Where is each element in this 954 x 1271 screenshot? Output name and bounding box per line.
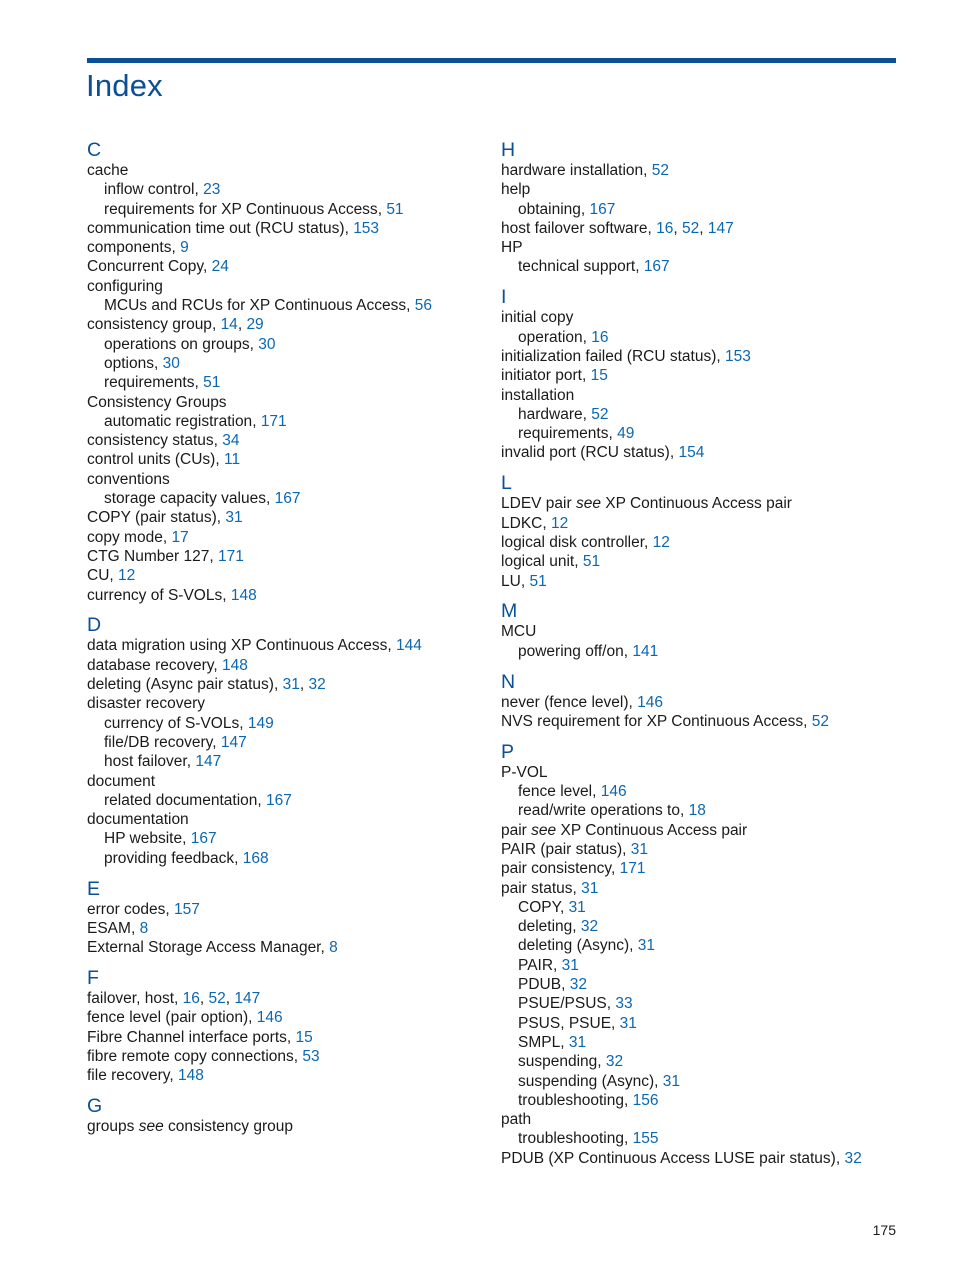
page-link[interactable]: 32 <box>569 976 587 994</box>
entry-term: suspending (Async) <box>518 1072 655 1090</box>
page-link[interactable]: 30 <box>258 335 276 353</box>
index-subentry: requirements for XP Continuous Access, 51 <box>104 200 404 218</box>
entry-term: P-VOL <box>501 763 548 781</box>
index-entry: data migration using XP Continuous Access, 144 <box>87 637 422 655</box>
entry-term: document <box>87 772 156 790</box>
index-section-e <box>87 878 487 958</box>
index-entry <box>501 238 901 257</box>
index-entry: control units (CUs), 11 <box>87 451 241 469</box>
page-link[interactable]: 31 <box>225 509 243 527</box>
index-entry <box>87 772 487 791</box>
page-link[interactable]: 147 <box>234 990 261 1008</box>
index-subentry: PDUB, 32 <box>518 976 587 994</box>
page-link[interactable]: 52 <box>651 162 670 179</box>
entry-term: cache <box>87 162 129 179</box>
page-link[interactable]: 171 <box>217 547 244 565</box>
page-link[interactable]: 51 <box>386 200 404 218</box>
index-entry <box>87 161 487 180</box>
entry-term: copy mode <box>87 528 163 546</box>
index-section-p <box>501 741 901 1168</box>
page-link[interactable]: 149 <box>247 714 274 732</box>
page-link[interactable]: 171 <box>260 412 287 430</box>
page-link[interactable]: 32 <box>844 1149 862 1167</box>
index-entry <box>87 694 487 713</box>
page-link[interactable]: 31 <box>282 676 300 694</box>
entry-term: PAIR <box>518 956 554 974</box>
index-entry: database recovery, 148 <box>87 656 248 674</box>
index-entry <box>87 470 487 489</box>
page-link[interactable]: 9 <box>180 239 189 257</box>
index-subentry: read/write operations to, 18 <box>518 802 706 820</box>
entry-term: Consistency Groups <box>87 393 227 411</box>
section-letter: H <box>501 139 516 161</box>
entry-term: disaster recovery <box>87 695 206 713</box>
entry-term: options <box>104 354 154 372</box>
section-letter: N <box>501 670 516 693</box>
entry-term: requirements for XP Continuous Access <box>104 200 378 218</box>
index-entry <box>501 308 901 327</box>
entry-term: pair consistency <box>501 860 611 878</box>
entry-term: requirements <box>518 425 609 443</box>
index-subentry: hardware, 52 <box>518 405 609 423</box>
entry-term: NVS requirement for XP Continuous Access <box>501 712 804 730</box>
entry-term: invalid port (RCU status) <box>501 444 670 462</box>
section-letter: C <box>87 139 102 161</box>
index-entry: pair status, 31 <box>501 879 599 897</box>
entry-term: initial copy <box>501 309 574 327</box>
index-entry: copy mode, 17 <box>87 528 189 546</box>
index-section-g <box>87 1095 487 1136</box>
entry-term: PAIR (pair status) <box>501 840 623 858</box>
index-subentry: inflow control, 23 <box>104 181 221 199</box>
page-link[interactable]: 17 <box>171 528 189 546</box>
index-subentry: troubleshooting, 155 <box>518 1130 659 1148</box>
page-link[interactable]: 155 <box>632 1130 659 1148</box>
entry-term: currency of S-VOLs <box>87 586 223 604</box>
page-link[interactable]: 52 <box>208 990 226 1008</box>
page-title: Index <box>86 68 163 103</box>
page-link[interactable]: 16 <box>656 219 674 237</box>
page-link[interactable]: 171 <box>619 860 646 878</box>
index-entry: never (fence level), 146 <box>501 693 664 711</box>
entry-term: External Storage Access Manager <box>87 939 321 957</box>
index-subentry: SMPL, 31 <box>518 1033 587 1051</box>
entry-term: PSUE/PSUS <box>518 995 607 1013</box>
index-entry: consistency status, 34 <box>87 432 240 450</box>
entry-term: PSUS, PSUE <box>518 1014 612 1032</box>
entry-term: CTG Number 127 <box>87 547 210 565</box>
entry-term: providing feedback <box>104 849 235 867</box>
index-entry: logical disk controller, 12 <box>501 533 670 551</box>
entry-term: automatic registration <box>104 412 253 430</box>
index-entry <box>501 494 901 513</box>
page-link[interactable]: 32 <box>308 676 326 694</box>
index-entry <box>501 763 901 782</box>
entry-term: operations on groups <box>104 335 250 353</box>
index-entry <box>501 622 901 641</box>
index-entry: failover, host, 16, 52, 147 <box>87 990 261 1008</box>
entry-term: suspending <box>518 1053 598 1071</box>
page-link[interactable]: 52 <box>591 405 609 423</box>
page-link[interactable]: 147 <box>220 733 247 751</box>
entry-term: LDKC <box>501 514 543 532</box>
index-entry: LU, 51 <box>501 572 547 590</box>
page-link[interactable]: 157 <box>174 900 200 918</box>
entry-term: Fibre Channel interface ports <box>87 1028 287 1046</box>
page-link[interactable]: 15 <box>295 1028 313 1046</box>
index-entry: initiator port, 15 <box>501 367 608 385</box>
entry-term: configuring <box>87 277 163 295</box>
index-subentry: operation, 16 <box>518 328 609 346</box>
index-subentry: providing feedback, 168 <box>104 849 269 867</box>
index-subentry: PAIR, 31 <box>518 956 579 974</box>
entry-term: never (fence level) <box>501 693 629 711</box>
index-section-f <box>87 967 487 1085</box>
entry-term: communication time out (RCU status) <box>87 219 345 237</box>
page-link[interactable]: 146 <box>256 1009 283 1027</box>
index-subentry: requirements, 49 <box>518 425 635 443</box>
entry-term: troubleshooting <box>518 1091 624 1109</box>
index-subentry: troubleshooting, 156 <box>518 1091 659 1109</box>
index-column-left <box>87 139 487 1146</box>
see-target: consistency group <box>168 1118 293 1136</box>
entry-term: initiator port <box>501 367 582 385</box>
index-entry: currency of S-VOLs, 148 <box>87 586 257 604</box>
entry-term: related documentation <box>104 791 258 809</box>
entry-term: host failover <box>104 753 187 771</box>
index-subentry: PSUE/PSUS, 33 <box>518 995 633 1013</box>
entry-term: COPY <box>518 898 560 916</box>
page-link[interactable]: 32 <box>580 918 599 936</box>
entry-term: read/write operations to <box>518 802 680 820</box>
section-letter: G <box>87 1095 103 1118</box>
entry-term: PDUB <box>518 976 562 994</box>
entry-term: consistency group <box>87 316 212 334</box>
page-link[interactable]: 56 <box>414 297 432 315</box>
entry-term: initialization failed (RCU status) <box>501 347 717 365</box>
entry-term: troubleshooting <box>518 1130 624 1148</box>
page-link[interactable]: 16 <box>182 990 200 1008</box>
index-subentry: requirements, 51 <box>104 374 221 392</box>
entry-term: SMPL <box>518 1033 561 1051</box>
page-link[interactable]: 167 <box>266 791 292 809</box>
entry-term: HP website <box>104 830 183 848</box>
page-link[interactable]: 32 <box>605 1053 624 1071</box>
index-entry <box>501 180 901 199</box>
index-entry: External Storage Access Manager, 8 <box>87 939 338 957</box>
index-entry <box>501 1110 901 1129</box>
page-link[interactable]: 31 <box>630 840 649 858</box>
index-subentry: obtaining, 167 <box>518 200 616 218</box>
page-link[interactable]: 153 <box>724 347 751 365</box>
entry-term: logical unit <box>501 553 575 571</box>
index-entry: fence level (pair option), 146 <box>87 1009 283 1027</box>
index-entry <box>501 821 901 840</box>
index-entry: invalid port (RCU status), 154 <box>501 444 705 462</box>
entry-term: LU <box>501 572 521 590</box>
top-rule <box>87 58 896 63</box>
entry-term: logical disk controller <box>501 533 645 551</box>
entry-term: deleting (Async pair status) <box>87 676 274 694</box>
entry-term: pair status <box>501 879 573 897</box>
index-entry <box>87 393 487 412</box>
index-subentry: COPY, 31 <box>518 898 586 916</box>
index-section-n <box>501 671 901 732</box>
page-link[interactable]: 167 <box>190 830 217 848</box>
index-entry: pair consistency, 171 <box>501 860 646 878</box>
section-letter: D <box>87 614 102 637</box>
see-reference: see <box>575 495 601 513</box>
see-reference: see <box>531 821 557 839</box>
index-entry <box>87 277 487 296</box>
page-link[interactable]: 141 <box>632 642 659 660</box>
entry-term: documentation <box>87 811 189 829</box>
entry-term: storage capacity values <box>104 490 266 508</box>
index-entry: CU, 12 <box>87 567 136 585</box>
section-letter: P <box>501 740 515 763</box>
entry-term: MCUs and RCUs for XP Continuous Access <box>104 297 407 315</box>
page-link[interactable]: 12 <box>118 567 136 585</box>
page-link[interactable]: 51 <box>582 553 601 571</box>
index-entry: Concurrent Copy, 24 <box>87 258 229 276</box>
entry-term: consistency status <box>87 432 214 450</box>
page-link[interactable]: 8 <box>329 939 338 957</box>
index-column-right <box>501 139 901 1178</box>
entry-term: HP <box>501 239 523 257</box>
entry-term: data migration using XP Continuous Access <box>87 637 388 655</box>
entry-term: file recovery <box>87 1067 170 1085</box>
page-link[interactable]: 8 <box>139 919 149 937</box>
page-link[interactable]: 14 <box>220 316 238 334</box>
index-entry: fibre remote copy connections, 53 <box>87 1047 320 1065</box>
index-entry: host failover software, 16, 52, 147 <box>501 219 734 237</box>
section-letter: M <box>501 600 518 623</box>
index-entry: NVS requirement for XP Continuous Access, 52 <box>501 712 829 730</box>
index-subentry: file/DB recovery, 147 <box>104 733 247 751</box>
index-entry: Fibre Channel interface ports, 15 <box>87 1028 313 1046</box>
page-link[interactable]: 51 <box>529 572 547 590</box>
page-link[interactable]: 12 <box>652 533 670 551</box>
index-entry: ESAM, 8 <box>87 919 149 937</box>
see-target: XP Continuous Access pair <box>605 495 792 513</box>
page-link[interactable]: 23 <box>203 181 221 199</box>
page-link[interactable]: 146 <box>600 783 627 801</box>
entry-term: database recovery <box>87 656 214 674</box>
index-entry: error codes, 157 <box>87 900 200 918</box>
page-link[interactable]: 31 <box>662 1072 680 1090</box>
page-link[interactable]: 31 <box>561 956 579 974</box>
entry-term: LDEV pair <box>501 495 572 513</box>
page-link[interactable]: 167 <box>589 200 616 218</box>
index-subentry: automatic registration, 171 <box>104 412 287 430</box>
entry-term: installation <box>501 386 575 404</box>
index-entry: CTG Number 127, 171 <box>87 547 244 565</box>
entry-term: file/DB recovery <box>104 733 213 751</box>
entry-term: CU <box>87 567 110 585</box>
index-entry <box>501 386 901 405</box>
index-subentry: fence level, 146 <box>518 783 627 801</box>
entry-term: Concurrent Copy <box>87 258 204 276</box>
page-link[interactable]: 168 <box>242 849 269 867</box>
index-entry: logical unit, 51 <box>501 553 601 571</box>
section-letter: F <box>87 967 99 990</box>
index-entry: deleting (Async pair status), 31, 32 <box>87 676 326 694</box>
page-link[interactable]: 148 <box>222 656 248 674</box>
entry-term: groups <box>87 1118 135 1136</box>
page-link[interactable]: 146 <box>637 693 664 711</box>
entry-term: operation <box>518 328 583 346</box>
entry-term: host failover software <box>501 219 648 237</box>
page-link[interactable]: 34 <box>222 432 240 450</box>
entry-term: conventions <box>87 470 170 488</box>
page-link[interactable]: 148 <box>178 1067 204 1085</box>
page-link[interactable]: 31 <box>581 879 599 897</box>
entry-term: deleting <box>518 918 573 936</box>
section-letter: L <box>501 472 512 495</box>
entry-term: path <box>501 1111 532 1129</box>
index-entry: LDKC, 12 <box>501 514 569 532</box>
index-entry: communication time out (RCU status), 153 <box>87 219 380 237</box>
index-subentry: MCUs and RCUs for XP Continuous Access, 56 <box>104 297 432 315</box>
index-entry <box>87 810 487 829</box>
entry-term: MCU <box>501 623 537 641</box>
page-link[interactable]: 29 <box>246 316 264 334</box>
entry-term: deleting (Async) <box>518 937 630 955</box>
index-subentry: PSUS, PSUE, 31 <box>518 1014 637 1032</box>
entry-term: components <box>87 239 172 257</box>
entry-term: error codes <box>87 900 166 918</box>
index-section-l <box>501 472 901 590</box>
section-letter: E <box>87 877 101 900</box>
index-subentry: operations on groups, 30 <box>104 335 276 353</box>
page-link[interactable]: 49 <box>617 425 635 443</box>
index-subentry: suspending, 32 <box>518 1053 624 1071</box>
entry-term: ESAM <box>87 919 131 937</box>
index-entry: file recovery, 148 <box>87 1067 204 1085</box>
entry-term: PDUB (XP Continuous Access LUSE pair status) <box>501 1149 836 1167</box>
index-subentry: related documentation, 167 <box>104 791 292 809</box>
entry-term: requirements <box>104 374 195 392</box>
page-link[interactable]: 15 <box>590 367 608 385</box>
page-link[interactable]: 153 <box>353 219 380 237</box>
index-entry: hardware installation, 52 <box>501 162 670 179</box>
page-link[interactable]: 148 <box>230 586 257 604</box>
page-link[interactable]: 30 <box>162 354 180 372</box>
index-entry: PDUB (XP Continuous Access LUSE pair status), 32 <box>501 1149 862 1167</box>
index-entry: PAIR (pair status), 31 <box>501 840 649 858</box>
index-subentry: deleting (Async), 31 <box>518 937 656 955</box>
entry-term: inflow control <box>104 181 195 199</box>
entry-term: failover, host <box>87 990 175 1008</box>
entry-term: hardware <box>518 405 583 423</box>
index-section-d <box>87 614 487 868</box>
page-link[interactable]: 51 <box>203 374 221 392</box>
index-section-h <box>501 139 901 277</box>
page-link[interactable]: 52 <box>811 712 829 730</box>
entry-term: COPY (pair status) <box>87 509 217 527</box>
see-target: XP Continuous Access pair <box>560 821 748 839</box>
page-link[interactable]: 31 <box>637 937 656 955</box>
page-link[interactable]: 31 <box>568 1033 587 1051</box>
index-entry: COPY (pair status), 31 <box>87 509 243 527</box>
entry-term: hardware installation <box>501 162 644 179</box>
section-letter: I <box>501 286 507 309</box>
page-link[interactable]: 147 <box>707 219 734 237</box>
index-entry: initialization failed (RCU status), 153 <box>501 347 751 365</box>
index-subentry: powering off/on, 141 <box>518 642 659 660</box>
page-number: 175 <box>872 1222 896 1238</box>
page-link[interactable]: 147 <box>195 753 222 771</box>
index-entry: consistency group, 14, 29 <box>87 316 264 334</box>
page-link[interactable]: 156 <box>632 1091 659 1109</box>
entry-term: control units (CUs) <box>87 451 216 469</box>
index-subentry: suspending (Async), 31 <box>518 1072 680 1090</box>
page-link[interactable]: 53 <box>302 1047 320 1065</box>
page-link[interactable]: 12 <box>550 514 569 532</box>
entry-term: technical support <box>518 258 636 276</box>
index-entry <box>87 1117 487 1136</box>
index-subentry: HP website, 167 <box>104 830 217 848</box>
index-section-i <box>501 286 901 462</box>
entry-term: fence level (pair option) <box>87 1009 249 1027</box>
entry-term: obtaining <box>518 200 581 218</box>
entry-term: fence level <box>518 783 593 801</box>
index-section-m <box>501 600 901 661</box>
index-subentry: storage capacity values, 167 <box>104 490 301 508</box>
see-reference: see <box>138 1118 164 1136</box>
entry-term: fibre remote copy connections <box>87 1047 294 1065</box>
page-link[interactable]: 31 <box>619 1014 637 1032</box>
index-subentry: deleting, 32 <box>518 918 599 936</box>
index-section-c <box>87 139 487 605</box>
index-subentry: technical support, 167 <box>518 258 670 276</box>
entry-term: currency of S-VOLs <box>104 714 240 732</box>
page-link[interactable]: 52 <box>681 219 700 237</box>
page-link[interactable]: 16 <box>591 328 609 346</box>
index-subentry: host failover, 147 <box>104 753 222 771</box>
entry-term: help <box>501 181 531 199</box>
page-link[interactable]: 24 <box>211 258 229 276</box>
page-link[interactable]: 33 <box>615 995 633 1013</box>
page-link[interactable]: 144 <box>396 637 422 655</box>
page-link[interactable]: 31 <box>568 898 586 916</box>
page-link[interactable]: 18 <box>688 802 706 820</box>
entry-term: pair <box>501 821 527 839</box>
index-entry: components, 9 <box>87 239 189 257</box>
page-link[interactable]: 154 <box>678 444 705 462</box>
page-link[interactable]: 167 <box>643 258 670 276</box>
page-link[interactable]: 11 <box>223 451 241 469</box>
index-subentry: currency of S-VOLs, 149 <box>104 714 274 732</box>
entry-term: powering off/on <box>518 642 624 660</box>
page-link[interactable]: 167 <box>274 490 301 508</box>
index-subentry: options, 30 <box>104 354 180 372</box>
